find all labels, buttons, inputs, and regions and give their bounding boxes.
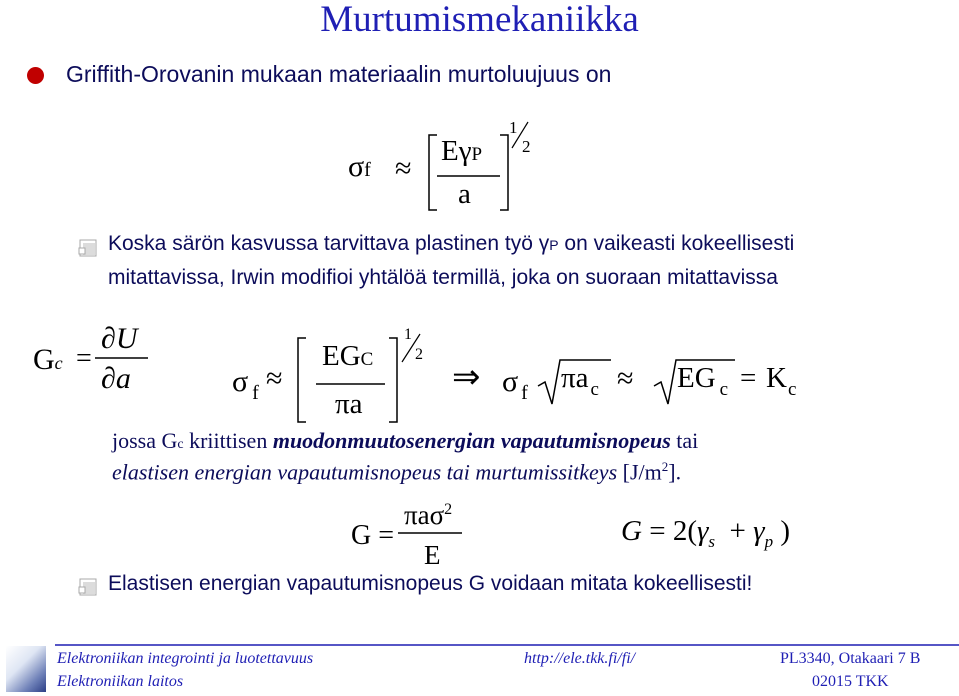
- eq2-exp-num: 1: [404, 326, 412, 343]
- intro-text: Griffith-Orovanin mukaan materiaalin murtoluujuus on: [66, 61, 612, 87]
- eq2-egc: EG $_c$: [677, 362, 729, 400]
- checkbox-icon-1: [79, 240, 96, 256]
- checkbox-icon-2: [79, 579, 96, 595]
- eq2-implies: ⇒: [452, 359, 481, 396]
- eq2-sigma: σ $_f$: [232, 365, 259, 404]
- eq2-kc: $K_c$: [766, 362, 797, 400]
- eq1-sigma: σf: [348, 150, 371, 183]
- footer-url[interactable]: http://ele.tkk.fi/fi/: [524, 650, 636, 667]
- eq2-exp-den: 2: [415, 346, 423, 363]
- eq1-approx: ≈: [395, 152, 412, 185]
- eq3-denominator: E: [424, 540, 441, 570]
- eq2-equals2: =: [740, 362, 757, 394]
- eq2-approx2: ≈: [617, 362, 634, 395]
- para3: Elastisen energian vapautumisnopeus G voidaan mitata kokeellisesti!: [108, 572, 753, 595]
- tkk-logo-icon: [6, 646, 46, 692]
- para2-line2: elastisen energian vapautumisnopeus tai murtumissitkeys $[J/m^2]$.: [112, 459, 682, 485]
- footer-dept: Elektroniikan integrointi ja luotettavuus: [57, 650, 314, 667]
- para1-line1: Koska särön kasvussa tarvittava plastinen työ γP on vaikeasti kokeellisesti: [108, 232, 795, 255]
- footer-lab: Elektroniikan laitos: [57, 673, 184, 690]
- para2-line1: jossa Gc kriittisen muodonmuutosenergian vapautumisnopeus tai: [112, 428, 699, 453]
- eq1-numerator: EγP: [441, 135, 483, 167]
- eq2-gc: Gc: [33, 343, 63, 376]
- page-title: Murtumismekaniikka: [320, 0, 639, 40]
- eq2-equals: =: [76, 343, 92, 374]
- footer-address: PL3340, Otakaari 7 B: [780, 650, 921, 667]
- eq2-partial-a: ∂a: [101, 362, 131, 395]
- eq2-partial-u: ∂U: [101, 322, 138, 355]
- eq3-g: G =: [351, 520, 395, 551]
- eq1-exp-num: 1: [509, 118, 518, 137]
- eq4: $G = 2(\gamma_s + \gamma_p$ ): [621, 515, 791, 551]
- eq1-denominator: a: [458, 178, 471, 210]
- eq2-denominator: πa: [335, 388, 363, 420]
- para1-line2: mitattavissa, Irwin modifioi yhtälöä termillä, joka on suoraan mitattavissa: [108, 266, 778, 289]
- eq2-sigma2: σ $_f$: [502, 365, 528, 404]
- eq2-numerator: EGC: [322, 340, 374, 372]
- eq2-pi-ac: πa $_c$: [561, 362, 599, 400]
- eq1-exp-den: 2: [522, 137, 531, 156]
- eq3-numerator: πaσ$^2$: [404, 500, 453, 530]
- eq2-approx: ≈: [266, 362, 283, 395]
- footer-postal: 02015 TKK: [812, 673, 889, 690]
